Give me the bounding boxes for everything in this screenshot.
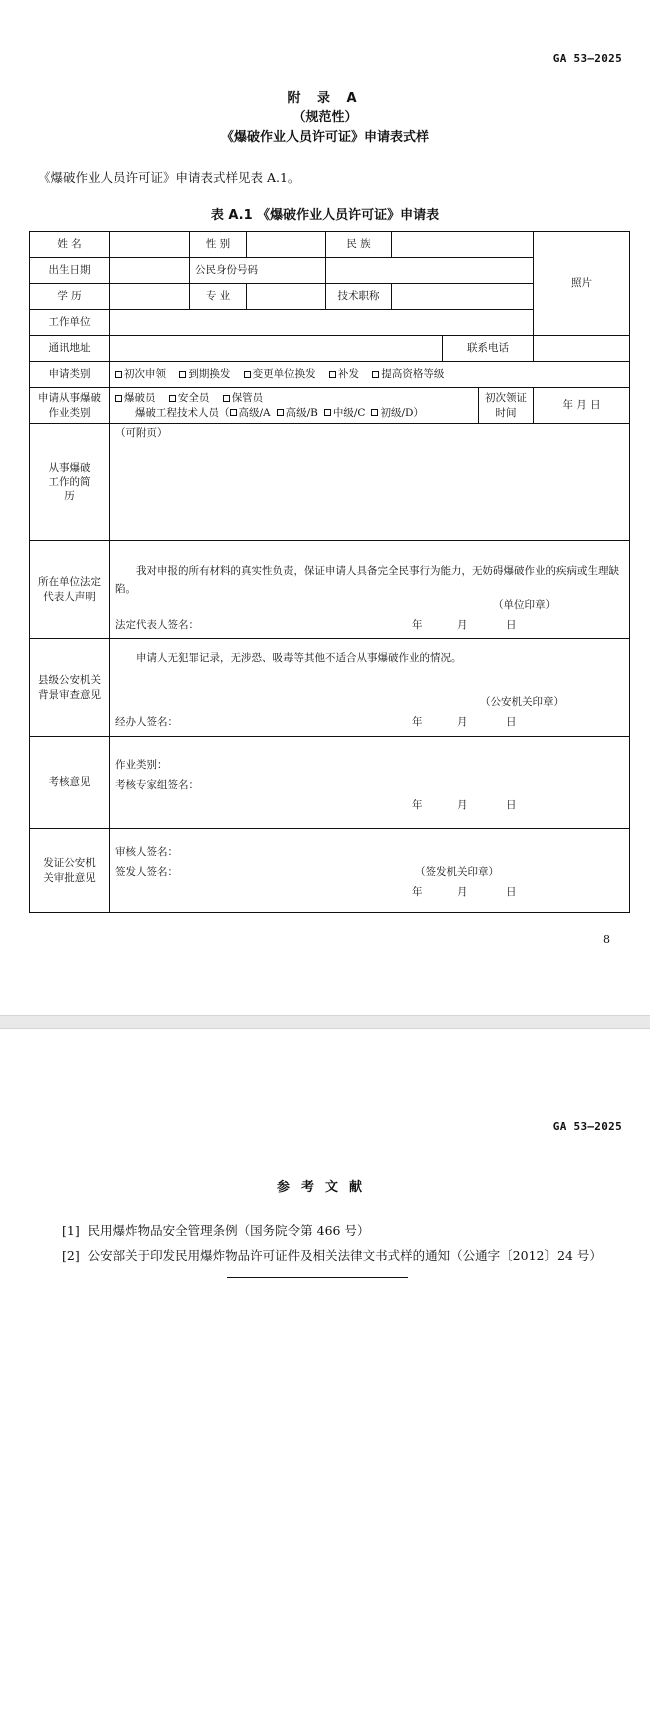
standard-number: GA 53—2025 — [552, 52, 622, 65]
intro-text: 《爆破作业人员许可证》申请表式样见表 A.1。 — [38, 170, 301, 185]
checkbox-icon — [277, 409, 284, 416]
issuer-seal-label: （签发机关印章） — [415, 866, 499, 878]
field-first-issue-date[interactable]: 年 月 日 — [534, 388, 630, 424]
label-legal-rep: 所在单位法定代表人声明 — [30, 541, 110, 639]
expert-sign-label: 考核专家组签名： — [115, 779, 199, 791]
label-apply-type: 申请类别 — [30, 362, 110, 388]
checkbox-icon — [223, 395, 230, 402]
option-first-apply[interactable]: 初次申领 — [115, 368, 166, 380]
option-renewal[interactable]: 到期换发 — [179, 368, 230, 380]
issuer-sign-label: 签发人签名： — [115, 866, 178, 878]
references-title: 参考文献 — [276, 1180, 373, 1195]
field-major[interactable] — [247, 284, 326, 310]
checkbox-icon — [115, 371, 122, 378]
option-senior-a[interactable]: 高级/A — [230, 407, 271, 419]
standard-number: GA 53—2025 — [552, 1120, 622, 1133]
label-ethnicity: 民 族 — [326, 232, 392, 258]
option-blaster[interactable]: 爆破员 — [115, 392, 156, 404]
label-assess: 考核意见 — [30, 737, 110, 829]
option-upgrade[interactable]: 提高资格等级 — [372, 368, 444, 380]
label-phone: 联系电话 — [443, 336, 534, 362]
label-tech-title: 技术职称 — [326, 284, 392, 310]
field-phone[interactable] — [534, 336, 630, 362]
field-resume[interactable] — [110, 424, 630, 541]
reviewer-sign-label: 审核人签名： — [115, 846, 178, 858]
field-birth-date[interactable] — [110, 258, 190, 284]
field-ethnicity[interactable] — [392, 232, 534, 258]
label-address: 通讯地址 — [30, 336, 110, 362]
label-gender: 性 别 — [190, 232, 247, 258]
field-assess[interactable]: 作业类别： 考核专家组签名： 年 月 日 — [110, 737, 630, 829]
legal-rep-statement: 我对申报的所有材料的真实性负责，保证申请人具备完全民事行为能力，无妨碍爆破作业的疾病或生理缺陷。 — [115, 565, 619, 595]
label-work-unit: 工作单位 — [30, 310, 110, 336]
label-issuing: 发证公安机关审批意见 — [30, 829, 110, 913]
field-education[interactable] — [110, 284, 190, 310]
checkbox-icon — [329, 371, 336, 378]
field-gender[interactable] — [247, 232, 326, 258]
checkbox-icon — [179, 371, 186, 378]
annex-type: （规范性） — [292, 110, 358, 125]
checkbox-icon — [169, 395, 176, 402]
field-legal-rep[interactable]: 我对申报的所有材料的真实性负责，保证申请人具备完全民事行为能力，无妨碍爆破作业的疾病或生理缺陷。 （单位印章） 法定代表人签名： 年 月 日 — [110, 541, 630, 639]
checkbox-icon — [230, 409, 237, 416]
field-id-number[interactable] — [326, 258, 534, 284]
table-caption: 表 A.1 《爆破作业人员许可证》申请表 — [210, 208, 440, 223]
reference-item: [1] 民用爆炸物品安全管理条例（国务院令第 466 号） — [62, 1223, 370, 1238]
label-id-number: 公民身份号码 — [190, 258, 326, 284]
work-type-label: 作业类别： — [115, 759, 168, 771]
field-police-review[interactable]: 申请人无犯罪记录，无涉恐、吸毒等其他不适合从事爆破作业的情况。 （公安机关印章） 经办人签名： 年 月 日 — [110, 639, 630, 737]
option-change-unit[interactable]: 变更单位换发 — [244, 368, 316, 380]
police-seal-label: （公安机关印章） — [480, 696, 564, 708]
unit-seal-label: （单位印章） — [493, 599, 556, 611]
label-name: 姓 名 — [30, 232, 110, 258]
photo-box[interactable]: 照片 — [534, 232, 630, 336]
label-education: 学 历 — [30, 284, 110, 310]
option-custodian[interactable]: 保管员 — [223, 392, 264, 404]
field-issuing[interactable]: 审核人签名： 签发人签名： （签发机关印章） 年 月 日 — [110, 829, 630, 913]
label-major: 专 业 — [190, 284, 247, 310]
end-rule — [227, 1277, 408, 1278]
label-resume: 从事爆破工作的简历 — [30, 424, 110, 541]
annex-title: 附 录 A — [287, 91, 363, 106]
police-review-statement: 申请人无犯罪记录，无涉恐、吸毒等其他不适合从事爆破作业的情况。 — [136, 652, 462, 664]
legal-rep-sign-label: 法定代表人签名： — [115, 619, 199, 631]
field-work-unit[interactable] — [110, 310, 534, 336]
label-first-issue: 初次领证时间 — [479, 388, 534, 424]
checkbox-icon — [372, 371, 379, 378]
field-address[interactable] — [110, 336, 443, 362]
option-reissue[interactable]: 补发 — [329, 368, 359, 380]
apply-role-options: 爆破员 安全员 保管员 爆破工程技术人员（ 高级/A 高级/B 中级/C 初级/D） — [110, 388, 479, 424]
option-junior-d[interactable]: 初级/D — [371, 407, 413, 419]
annex-subtitle: 《爆破作业人员许可证》申请表式样 — [220, 130, 429, 145]
reference-item: [2] 公安部关于印发民用爆炸物品许可证件及相关法律文书式样的通知（公通字〔2012〕24 号） — [62, 1248, 602, 1263]
checkbox-icon — [115, 395, 122, 402]
option-safety-officer[interactable]: 安全员 — [169, 392, 210, 404]
field-name[interactable] — [110, 232, 190, 258]
option-mid-c[interactable]: 中级/C — [324, 407, 366, 419]
page-separator — [0, 1015, 650, 1029]
field-tech-title[interactable] — [392, 284, 534, 310]
page-number: 8 — [603, 933, 610, 946]
checkbox-icon — [244, 371, 251, 378]
label-apply-role: 申请从事爆破作业类别 — [30, 388, 110, 424]
resume-note: （可附页） — [115, 427, 168, 439]
handler-sign-label: 经办人签名： — [115, 716, 178, 728]
document-page-2 — [0, 1029, 650, 1733]
apply-type-options — [110, 362, 630, 388]
label-birth-date: 出生日期 — [30, 258, 110, 284]
checkbox-icon — [324, 409, 331, 416]
label-police-review: 县级公安机关背景审查意见 — [30, 639, 110, 737]
checkbox-icon — [371, 409, 378, 416]
engineer-label: 爆破工程技术人员（ — [135, 406, 230, 419]
application-form-table — [29, 231, 630, 913]
option-senior-b[interactable]: 高级/B — [277, 407, 318, 419]
